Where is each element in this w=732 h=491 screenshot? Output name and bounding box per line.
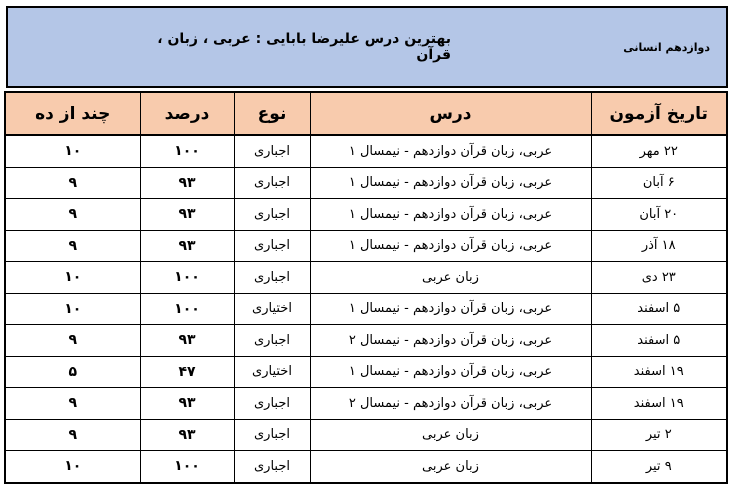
cell-score-of-ten: ۹ <box>5 230 140 262</box>
table-row <box>5 356 727 388</box>
cell-score-of-ten: ۱۰ <box>5 262 140 294</box>
cell-percent: ۴۷ <box>140 356 234 388</box>
cell-exam-date: ۱۸ آذر <box>591 230 727 262</box>
cell-percent: ۱۰۰ <box>140 135 234 167</box>
cell-type: اجباری <box>234 167 310 199</box>
cell-subject: عربی، زبان قرآن دوازدهم - نیمسال ۲ <box>310 388 591 420</box>
cell-percent: ۹۳ <box>140 419 234 451</box>
cell-score-of-ten: ۱۰ <box>5 293 140 325</box>
table-row <box>5 388 727 420</box>
cell-subject: زبان عربی <box>310 451 591 483</box>
cell-type: اجباری <box>234 451 310 483</box>
cell-type: اختیاری <box>234 293 310 325</box>
cell-type: اجباری <box>234 388 310 420</box>
cell-score-of-ten: ۹ <box>5 388 140 420</box>
table-row <box>5 167 727 199</box>
cell-exam-date: ۹ تیر <box>591 451 727 483</box>
table-row <box>5 230 727 262</box>
cell-score-of-ten: ۹ <box>5 199 140 231</box>
report-sheet <box>6 6 728 484</box>
cell-percent: ۱۰۰ <box>140 293 234 325</box>
cell-score-of-ten: ۱۰ <box>5 451 140 483</box>
table-row <box>5 262 727 294</box>
column-header-type: نوع <box>234 92 310 135</box>
cell-exam-date: ۲ تیر <box>591 419 727 451</box>
cell-subject: زبان عربی <box>310 262 591 294</box>
cell-subject: عربی، زبان قرآن دوازدهم - نیمسال ۱ <box>310 167 591 199</box>
cell-type: اجباری <box>234 230 310 262</box>
table-row <box>5 325 727 357</box>
table-row <box>5 451 727 483</box>
cell-type: اجباری <box>234 199 310 231</box>
column-header-percent: درصد <box>140 92 234 135</box>
table-row <box>5 135 727 167</box>
cell-subject: عربی، زبان قرآن دوازدهم - نیمسال ۱ <box>310 135 591 167</box>
cell-exam-date: ۱۹ اسفند <box>591 356 727 388</box>
cell-percent: ۹۳ <box>140 199 234 231</box>
cell-exam-date: ۱۹ اسفند <box>591 388 727 420</box>
cell-subject: زبان عربی <box>310 419 591 451</box>
table-header-row <box>5 92 727 135</box>
cell-subject: عربی، زبان قرآن دوازدهم - نیمسال ۱ <box>310 230 591 262</box>
cell-exam-date: ۵ اسفند <box>591 325 727 357</box>
table-row <box>5 419 727 451</box>
cell-exam-date: ۵ اسفند <box>591 293 727 325</box>
cell-exam-date: ۲۰ آبان <box>591 199 727 231</box>
column-header-score-of-ten: چند از ده <box>5 92 140 135</box>
page-title: بهترین درس علیرضا بابایی : عربی ، زبان ، قرآن <box>157 31 451 63</box>
cell-score-of-ten: ۹ <box>5 419 140 451</box>
table-row <box>5 293 727 325</box>
cell-type: اجباری <box>234 419 310 451</box>
cell-score-of-ten: ۱۰ <box>5 135 140 167</box>
cell-score-of-ten: ۵ <box>5 356 140 388</box>
cell-subject: عربی، زبان قرآن دوازدهم - نیمسال ۱ <box>310 199 591 231</box>
cell-exam-date: ۲۲ مهر <box>591 135 727 167</box>
cell-type: اجباری <box>234 135 310 167</box>
cell-exam-date: ۶ آبان <box>591 167 727 199</box>
cell-percent: ۹۳ <box>140 325 234 357</box>
cell-subject: عربی، زبان قرآن دوازدهم - نیمسال ۱ <box>310 356 591 388</box>
cell-exam-date: ۲۳ دی <box>591 262 727 294</box>
cell-percent: ۹۳ <box>140 230 234 262</box>
cell-score-of-ten: ۹ <box>5 167 140 199</box>
title-banner <box>6 6 728 88</box>
column-header-exam-date: تاریخ آزمون <box>591 92 727 135</box>
cell-subject: عربی، زبان قرآن دوازدهم - نیمسال ۲ <box>310 325 591 357</box>
table-row <box>5 199 727 231</box>
exam-results-table <box>4 91 728 484</box>
grade-label: دوازدهم انسانی <box>623 40 710 54</box>
cell-score-of-ten: ۹ <box>5 325 140 357</box>
cell-percent: ۹۳ <box>140 167 234 199</box>
cell-percent: ۱۰۰ <box>140 262 234 294</box>
cell-type: اجباری <box>234 325 310 357</box>
cell-type: اختیاری <box>234 356 310 388</box>
cell-subject: عربی، زبان قرآن دوازدهم - نیمسال ۱ <box>310 293 591 325</box>
cell-type: اجباری <box>234 262 310 294</box>
cell-percent: ۹۳ <box>140 388 234 420</box>
cell-percent: ۱۰۰ <box>140 451 234 483</box>
column-header-subject: درس <box>310 92 591 135</box>
